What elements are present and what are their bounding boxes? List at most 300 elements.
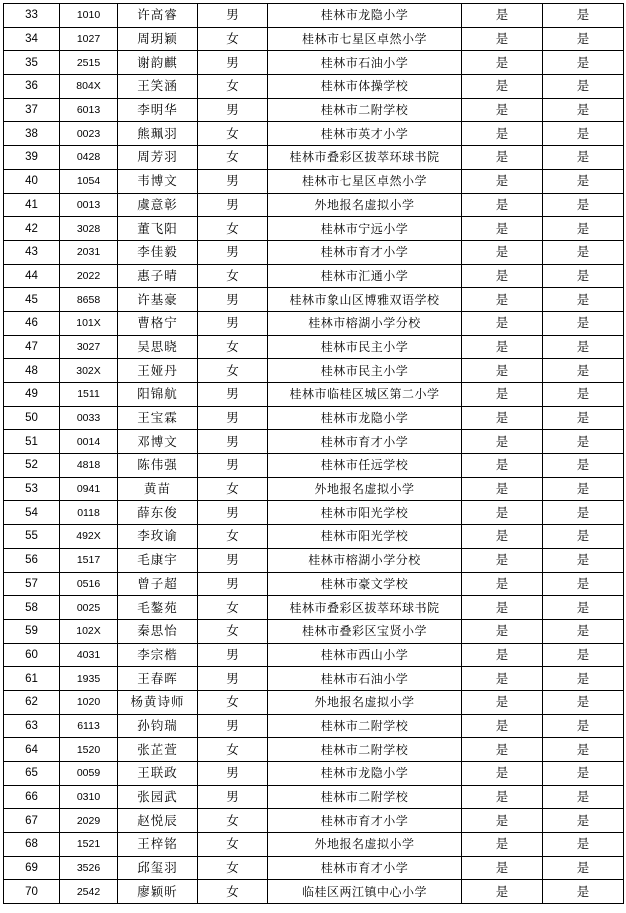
eligibility-flag-cell: 是 — [462, 572, 543, 596]
row-number-cell: 54 — [4, 501, 60, 525]
confirmation-flag-cell: 是 — [543, 643, 624, 667]
id-suffix-cell: 0059 — [60, 762, 118, 786]
school-cell: 桂林市阳光学校 — [268, 501, 462, 525]
student-name-cell: 熊珮羽 — [118, 122, 198, 146]
student-name-cell: 李明华 — [118, 98, 198, 122]
table-row — [4, 525, 624, 549]
eligibility-flag-cell: 是 — [462, 809, 543, 833]
id-suffix-cell: 0013 — [60, 193, 118, 217]
eligibility-flag-cell: 是 — [462, 856, 543, 880]
school-cell: 外地报名虚拟小学 — [268, 477, 462, 501]
eligibility-flag-cell: 是 — [462, 762, 543, 786]
row-number-cell: 55 — [4, 525, 60, 549]
school-cell: 桂林市龙隐小学 — [268, 406, 462, 430]
id-suffix-cell: 101X — [60, 311, 118, 335]
row-number-cell: 56 — [4, 548, 60, 572]
school-cell: 桂林市任远学校 — [268, 454, 462, 478]
school-cell: 桂林市叠彩区拔萃环球书院 — [268, 146, 462, 170]
id-suffix-cell: 302X — [60, 359, 118, 383]
confirmation-flag-cell: 是 — [543, 762, 624, 786]
gender-cell: 女 — [198, 335, 268, 359]
gender-cell: 男 — [198, 288, 268, 312]
row-number-cell: 49 — [4, 383, 60, 407]
student-name-cell: 毛鏊苑 — [118, 596, 198, 620]
eligibility-flag-cell: 是 — [462, 477, 543, 501]
gender-cell: 男 — [198, 383, 268, 407]
id-suffix-cell: 3028 — [60, 217, 118, 241]
row-number-cell: 52 — [4, 454, 60, 478]
table-row — [4, 596, 624, 620]
confirmation-flag-cell: 是 — [543, 51, 624, 75]
gender-cell: 男 — [198, 667, 268, 691]
student-name-cell: 董飞阳 — [118, 217, 198, 241]
id-suffix-cell: 4031 — [60, 643, 118, 667]
id-suffix-cell: 0428 — [60, 146, 118, 170]
id-suffix-cell: 492X — [60, 525, 118, 549]
table-row — [4, 288, 624, 312]
student-name-cell: 邱玺羽 — [118, 856, 198, 880]
gender-cell: 男 — [198, 548, 268, 572]
table-row — [4, 359, 624, 383]
id-suffix-cell: 1521 — [60, 833, 118, 857]
table-row — [4, 738, 624, 762]
eligibility-flag-cell: 是 — [462, 169, 543, 193]
id-suffix-cell: 1517 — [60, 548, 118, 572]
student-name-cell: 王宝霖 — [118, 406, 198, 430]
confirmation-flag-cell: 是 — [543, 264, 624, 288]
table-row — [4, 98, 624, 122]
eligibility-flag-cell: 是 — [462, 406, 543, 430]
school-cell: 外地报名虚拟小学 — [268, 690, 462, 714]
gender-cell: 女 — [198, 880, 268, 904]
student-name-cell: 谢韵麒 — [118, 51, 198, 75]
school-cell: 桂林市二附学校 — [268, 714, 462, 738]
eligibility-flag-cell: 是 — [462, 383, 543, 407]
row-number-cell: 39 — [4, 146, 60, 170]
id-suffix-cell: 2031 — [60, 240, 118, 264]
table-row — [4, 619, 624, 643]
row-number-cell: 50 — [4, 406, 60, 430]
confirmation-flag-cell: 是 — [543, 454, 624, 478]
confirmation-flag-cell: 是 — [543, 217, 624, 241]
student-name-cell: 韦博文 — [118, 169, 198, 193]
eligibility-flag-cell: 是 — [462, 501, 543, 525]
gender-cell: 女 — [198, 619, 268, 643]
eligibility-flag-cell: 是 — [462, 288, 543, 312]
gender-cell: 男 — [198, 98, 268, 122]
confirmation-flag-cell: 是 — [543, 193, 624, 217]
row-number-cell: 37 — [4, 98, 60, 122]
eligibility-flag-cell: 是 — [462, 548, 543, 572]
id-suffix-cell: 6013 — [60, 98, 118, 122]
row-number-cell: 53 — [4, 477, 60, 501]
confirmation-flag-cell: 是 — [543, 785, 624, 809]
table-row — [4, 122, 624, 146]
eligibility-flag-cell: 是 — [462, 690, 543, 714]
row-number-cell: 40 — [4, 169, 60, 193]
student-name-cell: 曹格宁 — [118, 311, 198, 335]
student-name-cell: 陈伟强 — [118, 454, 198, 478]
table-row — [4, 240, 624, 264]
confirmation-flag-cell: 是 — [543, 856, 624, 880]
school-cell: 桂林市临桂区城区第二小学 — [268, 383, 462, 407]
school-cell: 临桂区两江镇中心小学 — [268, 880, 462, 904]
id-suffix-cell: 0014 — [60, 430, 118, 454]
school-cell: 桂林市叠彩区宝贤小学 — [268, 619, 462, 643]
eligibility-flag-cell: 是 — [462, 264, 543, 288]
id-suffix-cell: 1935 — [60, 667, 118, 691]
table-row — [4, 856, 624, 880]
table-row — [4, 430, 624, 454]
gender-cell: 男 — [198, 430, 268, 454]
eligibility-flag-cell: 是 — [462, 619, 543, 643]
gender-cell: 女 — [198, 596, 268, 620]
gender-cell: 女 — [198, 27, 268, 51]
school-cell: 外地报名虚拟小学 — [268, 833, 462, 857]
confirmation-flag-cell: 是 — [543, 98, 624, 122]
confirmation-flag-cell: 是 — [543, 122, 624, 146]
id-suffix-cell: 1027 — [60, 27, 118, 51]
eligibility-flag-cell: 是 — [462, 51, 543, 75]
student-name-cell: 曾子超 — [118, 572, 198, 596]
student-name-cell: 张芷萱 — [118, 738, 198, 762]
gender-cell: 女 — [198, 833, 268, 857]
table-row — [4, 690, 624, 714]
school-cell: 桂林市育才小学 — [268, 856, 462, 880]
eligibility-flag-cell: 是 — [462, 738, 543, 762]
student-name-cell: 廖颖昕 — [118, 880, 198, 904]
row-number-cell: 41 — [4, 193, 60, 217]
school-cell: 桂林市宁远小学 — [268, 217, 462, 241]
row-number-cell: 68 — [4, 833, 60, 857]
eligibility-flag-cell: 是 — [462, 27, 543, 51]
gender-cell: 男 — [198, 311, 268, 335]
id-suffix-cell: 0025 — [60, 596, 118, 620]
table-row — [4, 501, 624, 525]
student-name-cell: 李佳毅 — [118, 240, 198, 264]
table-row — [4, 51, 624, 75]
school-cell: 桂林市二附学校 — [268, 785, 462, 809]
gender-cell: 男 — [198, 51, 268, 75]
eligibility-flag-cell: 是 — [462, 785, 543, 809]
student-name-cell: 王春晖 — [118, 667, 198, 691]
id-suffix-cell: 0941 — [60, 477, 118, 501]
row-number-cell: 47 — [4, 335, 60, 359]
eligibility-flag-cell: 是 — [462, 667, 543, 691]
gender-cell: 男 — [198, 240, 268, 264]
gender-cell: 男 — [198, 4, 268, 28]
student-name-cell: 秦思怡 — [118, 619, 198, 643]
id-suffix-cell: 2542 — [60, 880, 118, 904]
row-number-cell: 45 — [4, 288, 60, 312]
row-number-cell: 64 — [4, 738, 60, 762]
confirmation-flag-cell: 是 — [543, 880, 624, 904]
school-cell: 桂林市龙隐小学 — [268, 762, 462, 786]
confirmation-flag-cell: 是 — [543, 406, 624, 430]
school-cell: 桂林市育才小学 — [268, 240, 462, 264]
eligibility-flag-cell: 是 — [462, 454, 543, 478]
school-cell: 桂林市七星区卓然小学 — [268, 169, 462, 193]
row-number-cell: 59 — [4, 619, 60, 643]
table-row — [4, 217, 624, 241]
eligibility-flag-cell: 是 — [462, 714, 543, 738]
confirmation-flag-cell: 是 — [543, 75, 624, 99]
row-number-cell: 66 — [4, 785, 60, 809]
gender-cell: 女 — [198, 856, 268, 880]
eligibility-flag-cell: 是 — [462, 430, 543, 454]
id-suffix-cell: 2029 — [60, 809, 118, 833]
row-number-cell: 69 — [4, 856, 60, 880]
table-row — [4, 572, 624, 596]
gender-cell: 男 — [198, 454, 268, 478]
roster-sheet — [3, 3, 623, 910]
row-number-cell: 60 — [4, 643, 60, 667]
id-suffix-cell: 1520 — [60, 738, 118, 762]
school-cell: 桂林市育才小学 — [268, 430, 462, 454]
id-suffix-cell: 0023 — [60, 122, 118, 146]
school-cell: 桂林市阳光学校 — [268, 525, 462, 549]
table-row — [4, 714, 624, 738]
student-name-cell: 张园武 — [118, 785, 198, 809]
row-number-cell: 46 — [4, 311, 60, 335]
eligibility-flag-cell: 是 — [462, 643, 543, 667]
school-cell: 桂林市二附学校 — [268, 738, 462, 762]
row-number-cell: 58 — [4, 596, 60, 620]
table-row — [4, 548, 624, 572]
school-cell: 桂林市汇通小学 — [268, 264, 462, 288]
school-cell: 桂林市育才小学 — [268, 809, 462, 833]
school-cell: 桂林市榕湖小学分校 — [268, 311, 462, 335]
school-cell: 桂林市象山区博雅双语学校 — [268, 288, 462, 312]
gender-cell: 男 — [198, 572, 268, 596]
eligibility-flag-cell: 是 — [462, 240, 543, 264]
confirmation-flag-cell: 是 — [543, 619, 624, 643]
table-row — [4, 406, 624, 430]
gender-cell: 男 — [198, 714, 268, 738]
id-suffix-cell: 6113 — [60, 714, 118, 738]
table-row — [4, 27, 624, 51]
gender-cell: 男 — [198, 169, 268, 193]
table-row — [4, 4, 624, 28]
table-row — [4, 383, 624, 407]
student-name-cell: 许基豪 — [118, 288, 198, 312]
table-row — [4, 643, 624, 667]
gender-cell: 男 — [198, 501, 268, 525]
gender-cell: 男 — [198, 762, 268, 786]
table-body — [4, 4, 624, 904]
id-suffix-cell: 102X — [60, 619, 118, 643]
row-number-cell: 70 — [4, 880, 60, 904]
student-name-cell: 虞意彰 — [118, 193, 198, 217]
student-name-cell: 周玥颖 — [118, 27, 198, 51]
school-cell: 桂林市西山小学 — [268, 643, 462, 667]
confirmation-flag-cell: 是 — [543, 667, 624, 691]
student-name-cell: 王联政 — [118, 762, 198, 786]
row-number-cell: 34 — [4, 27, 60, 51]
eligibility-flag-cell: 是 — [462, 335, 543, 359]
eligibility-flag-cell: 是 — [462, 311, 543, 335]
school-cell: 桂林市叠彩区拔萃环球书院 — [268, 596, 462, 620]
school-cell: 桂林市龙隐小学 — [268, 4, 462, 28]
school-cell: 桂林市体操学校 — [268, 75, 462, 99]
confirmation-flag-cell: 是 — [543, 359, 624, 383]
row-number-cell: 61 — [4, 667, 60, 691]
school-cell: 桂林市民主小学 — [268, 335, 462, 359]
school-cell: 桂林市石油小学 — [268, 667, 462, 691]
eligibility-flag-cell: 是 — [462, 4, 543, 28]
confirmation-flag-cell: 是 — [543, 525, 624, 549]
row-number-cell: 48 — [4, 359, 60, 383]
id-suffix-cell: 2515 — [60, 51, 118, 75]
table-row — [4, 169, 624, 193]
student-name-cell: 毛康宇 — [118, 548, 198, 572]
table-row — [4, 264, 624, 288]
row-number-cell: 43 — [4, 240, 60, 264]
school-cell: 桂林市石油小学 — [268, 51, 462, 75]
row-number-cell: 51 — [4, 430, 60, 454]
gender-cell: 女 — [198, 477, 268, 501]
gender-cell: 男 — [198, 643, 268, 667]
id-suffix-cell: 1020 — [60, 690, 118, 714]
school-cell: 桂林市二附学校 — [268, 98, 462, 122]
school-cell: 桂林市民主小学 — [268, 359, 462, 383]
id-suffix-cell: 3027 — [60, 335, 118, 359]
id-suffix-cell: 1054 — [60, 169, 118, 193]
id-suffix-cell: 0033 — [60, 406, 118, 430]
student-name-cell: 杨黄诗师 — [118, 690, 198, 714]
confirmation-flag-cell: 是 — [543, 169, 624, 193]
id-suffix-cell: 1010 — [60, 4, 118, 28]
id-suffix-cell: 8658 — [60, 288, 118, 312]
confirmation-flag-cell: 是 — [543, 596, 624, 620]
id-suffix-cell: 3526 — [60, 856, 118, 880]
student-name-cell: 赵悦辰 — [118, 809, 198, 833]
eligibility-flag-cell: 是 — [462, 98, 543, 122]
gender-cell: 女 — [198, 738, 268, 762]
eligibility-flag-cell: 是 — [462, 75, 543, 99]
school-cell: 桂林市英才小学 — [268, 122, 462, 146]
gender-cell: 男 — [198, 785, 268, 809]
eligibility-flag-cell: 是 — [462, 217, 543, 241]
student-name-cell: 李宗楷 — [118, 643, 198, 667]
confirmation-flag-cell: 是 — [543, 714, 624, 738]
row-number-cell: 38 — [4, 122, 60, 146]
school-cell: 桂林市豪文学校 — [268, 572, 462, 596]
row-number-cell: 35 — [4, 51, 60, 75]
id-suffix-cell: 0118 — [60, 501, 118, 525]
student-name-cell: 王娅丹 — [118, 359, 198, 383]
gender-cell: 女 — [198, 525, 268, 549]
student-name-cell: 黄苗 — [118, 477, 198, 501]
table-row — [4, 146, 624, 170]
table-row — [4, 454, 624, 478]
student-name-cell: 吴思晓 — [118, 335, 198, 359]
gender-cell: 女 — [198, 122, 268, 146]
gender-cell: 男 — [198, 193, 268, 217]
gender-cell: 男 — [198, 406, 268, 430]
table-row — [4, 880, 624, 904]
table-row — [4, 311, 624, 335]
eligibility-flag-cell: 是 — [462, 122, 543, 146]
gender-cell: 女 — [198, 359, 268, 383]
school-cell: 桂林市七星区卓然小学 — [268, 27, 462, 51]
table-row — [4, 809, 624, 833]
row-number-cell: 44 — [4, 264, 60, 288]
confirmation-flag-cell: 是 — [543, 501, 624, 525]
confirmation-flag-cell: 是 — [543, 27, 624, 51]
confirmation-flag-cell: 是 — [543, 548, 624, 572]
row-number-cell: 67 — [4, 809, 60, 833]
student-name-cell: 王笑涵 — [118, 75, 198, 99]
student-roster-table — [3, 3, 624, 904]
school-cell: 桂林市榕湖小学分校 — [268, 548, 462, 572]
student-name-cell: 李玫谕 — [118, 525, 198, 549]
gender-cell: 女 — [198, 146, 268, 170]
row-number-cell: 33 — [4, 4, 60, 28]
eligibility-flag-cell: 是 — [462, 193, 543, 217]
confirmation-flag-cell: 是 — [543, 335, 624, 359]
eligibility-flag-cell: 是 — [462, 146, 543, 170]
table-row — [4, 335, 624, 359]
row-number-cell: 63 — [4, 714, 60, 738]
student-name-cell: 孙钧瑞 — [118, 714, 198, 738]
table-row — [4, 762, 624, 786]
table-row — [4, 667, 624, 691]
eligibility-flag-cell: 是 — [462, 596, 543, 620]
table-row — [4, 477, 624, 501]
confirmation-flag-cell: 是 — [543, 809, 624, 833]
row-number-cell: 62 — [4, 690, 60, 714]
student-name-cell: 周芳羽 — [118, 146, 198, 170]
confirmation-flag-cell: 是 — [543, 240, 624, 264]
id-suffix-cell: 2022 — [60, 264, 118, 288]
id-suffix-cell: 1511 — [60, 383, 118, 407]
student-name-cell: 阳锦航 — [118, 383, 198, 407]
eligibility-flag-cell: 是 — [462, 880, 543, 904]
id-suffix-cell: 0310 — [60, 785, 118, 809]
gender-cell: 女 — [198, 809, 268, 833]
id-suffix-cell: 0516 — [60, 572, 118, 596]
table-row — [4, 785, 624, 809]
confirmation-flag-cell: 是 — [543, 311, 624, 335]
gender-cell: 女 — [198, 690, 268, 714]
confirmation-flag-cell: 是 — [543, 477, 624, 501]
gender-cell: 女 — [198, 75, 268, 99]
row-number-cell: 36 — [4, 75, 60, 99]
id-suffix-cell: 804X — [60, 75, 118, 99]
confirmation-flag-cell: 是 — [543, 833, 624, 857]
student-name-cell: 薛东俊 — [118, 501, 198, 525]
row-number-cell: 57 — [4, 572, 60, 596]
eligibility-flag-cell: 是 — [462, 525, 543, 549]
student-name-cell: 邓博文 — [118, 430, 198, 454]
confirmation-flag-cell: 是 — [543, 288, 624, 312]
confirmation-flag-cell: 是 — [543, 383, 624, 407]
gender-cell: 女 — [198, 264, 268, 288]
row-number-cell: 65 — [4, 762, 60, 786]
student-name-cell: 王梓铭 — [118, 833, 198, 857]
table-row — [4, 833, 624, 857]
student-name-cell: 惠子晴 — [118, 264, 198, 288]
row-number-cell: 42 — [4, 217, 60, 241]
id-suffix-cell: 4818 — [60, 454, 118, 478]
confirmation-flag-cell: 是 — [543, 4, 624, 28]
gender-cell: 女 — [198, 217, 268, 241]
student-name-cell: 许高睿 — [118, 4, 198, 28]
eligibility-flag-cell: 是 — [462, 833, 543, 857]
school-cell: 外地报名虚拟小学 — [268, 193, 462, 217]
confirmation-flag-cell: 是 — [543, 738, 624, 762]
